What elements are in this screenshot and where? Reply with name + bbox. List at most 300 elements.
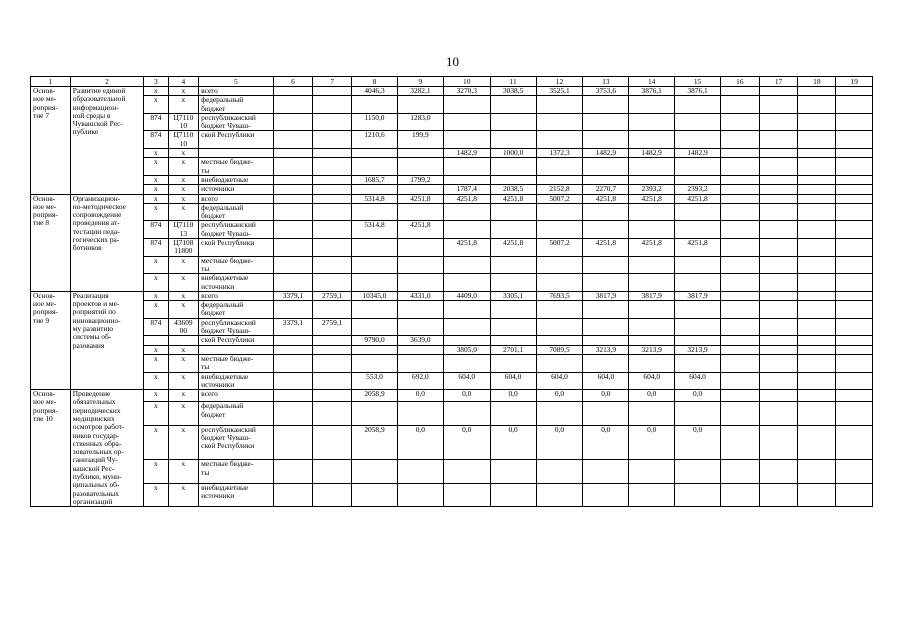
table-cell	[313, 194, 352, 203]
table-row	[31, 301, 873, 319]
table-cell	[273, 301, 313, 319]
table-cell: x	[144, 194, 168, 203]
table-cell: x	[168, 402, 199, 425]
table-cell	[759, 274, 798, 292]
table-cell: всего	[199, 291, 273, 300]
table-cell	[583, 402, 629, 425]
header-cell: 18	[798, 77, 836, 87]
table-cell	[397, 149, 443, 158]
table-cell	[313, 402, 352, 425]
table-cell	[798, 256, 836, 274]
table-cell	[759, 291, 798, 300]
table-cell: x	[168, 291, 199, 300]
header-cell: 14	[629, 77, 675, 87]
table-cell: ской Республики	[199, 239, 273, 257]
table-cell	[675, 113, 721, 131]
table-cell	[759, 345, 798, 354]
table-cell: x	[168, 274, 199, 292]
table-cell	[836, 239, 873, 257]
table-cell	[721, 336, 760, 345]
table-cell	[352, 354, 398, 372]
table-cell	[629, 483, 675, 506]
table-cell	[583, 203, 629, 221]
table-cell	[629, 158, 675, 176]
table-cell	[798, 239, 836, 257]
table-cell: 3213,9	[629, 345, 675, 354]
table-cell	[721, 291, 760, 300]
table-cell	[798, 185, 836, 194]
table-cell	[721, 185, 760, 194]
table-cell	[836, 460, 873, 483]
table-cell	[583, 131, 629, 149]
table-cell: 0,0	[490, 425, 536, 459]
table-cell	[798, 113, 836, 131]
table-cell	[836, 113, 873, 131]
table-cell	[397, 345, 443, 354]
header-cell: 4	[168, 77, 199, 87]
table-cell: всего	[199, 390, 273, 402]
table-cell	[273, 175, 313, 184]
table-cell: x	[168, 185, 199, 194]
table-cell: 1787,4	[443, 185, 490, 194]
table-cell	[273, 87, 313, 96]
table-cell	[490, 96, 536, 114]
table-cell	[352, 318, 398, 336]
table-row	[31, 113, 873, 131]
table-cell	[536, 256, 583, 274]
table-cell: x	[144, 274, 168, 292]
table-cell	[397, 354, 443, 372]
table-cell: 4251,8	[397, 194, 443, 203]
table-cell	[836, 149, 873, 158]
table-cell	[490, 354, 536, 372]
table-cell: x	[168, 87, 199, 96]
table-cell	[490, 131, 536, 149]
table-cell	[629, 175, 675, 184]
table-cell: x	[144, 96, 168, 114]
table-cell	[352, 239, 398, 257]
table-cell: Ц7108 11800	[168, 239, 199, 257]
table-cell	[490, 175, 536, 184]
table-cell: 4251,8	[443, 194, 490, 203]
table-cell: x	[144, 390, 168, 402]
header-cell: 3	[144, 77, 168, 87]
table-cell: 0,0	[397, 390, 443, 402]
table-cell: 0,0	[536, 390, 583, 402]
table-cell: 0,0	[629, 425, 675, 459]
table-cell	[721, 318, 760, 336]
table-cell	[443, 460, 490, 483]
table-cell: 3270,3	[443, 87, 490, 96]
table-cell	[536, 318, 583, 336]
table-cell	[721, 194, 760, 203]
table-cell	[721, 149, 760, 158]
table-cell: x	[168, 425, 199, 459]
table-cell	[397, 483, 443, 506]
event-name-cell: Основ- ное ме- роприя- тие 8	[31, 194, 71, 291]
table-cell	[675, 483, 721, 506]
table-cell: x	[168, 483, 199, 506]
table-cell	[313, 354, 352, 372]
table-cell	[759, 203, 798, 221]
table-cell	[798, 221, 836, 239]
table-cell	[759, 372, 798, 390]
table-cell: x	[168, 354, 199, 372]
table-cell: внебюджетные источники	[199, 274, 273, 292]
table-row	[31, 345, 873, 354]
table-cell	[798, 390, 836, 402]
table-cell	[397, 256, 443, 274]
table-cell	[721, 131, 760, 149]
table-cell	[836, 256, 873, 274]
table-cell	[798, 131, 836, 149]
table-row	[31, 318, 873, 336]
table-row	[31, 460, 873, 483]
table-cell: 3876,1	[629, 87, 675, 96]
table-cell	[273, 402, 313, 425]
table-cell	[759, 483, 798, 506]
table-cell: федеральный бюджет	[199, 402, 273, 425]
table-cell: 604,0	[490, 372, 536, 390]
table-cell: 1685,7	[352, 175, 398, 184]
table-cell	[836, 274, 873, 292]
table-cell: местные бюдже- ты	[199, 256, 273, 274]
table-cell	[629, 301, 675, 319]
table-cell	[759, 113, 798, 131]
table-cell	[583, 460, 629, 483]
table-cell: x	[168, 345, 199, 354]
table-row	[31, 402, 873, 425]
table-cell	[721, 372, 760, 390]
table-cell: местные бюдже- ты	[199, 158, 273, 176]
table-cell	[313, 239, 352, 257]
table-cell	[836, 131, 873, 149]
table-cell	[721, 96, 760, 114]
table-cell	[490, 113, 536, 131]
table-cell	[490, 256, 536, 274]
table-cell	[352, 301, 398, 319]
table-cell	[759, 460, 798, 483]
table-cell: x	[144, 460, 168, 483]
table-cell	[798, 194, 836, 203]
table-cell	[273, 239, 313, 257]
table-cell	[675, 131, 721, 149]
table-cell: 1482,9	[443, 149, 490, 158]
table-cell	[490, 336, 536, 345]
table-cell	[759, 239, 798, 257]
table-cell	[583, 221, 629, 239]
table-cell	[836, 96, 873, 114]
table-cell: 4251,8	[490, 194, 536, 203]
table-cell	[397, 301, 443, 319]
table-cell	[313, 87, 352, 96]
table-cell	[721, 345, 760, 354]
table-cell	[629, 336, 675, 345]
table-cell	[721, 203, 760, 221]
table-cell	[273, 203, 313, 221]
header-cell: 16	[721, 77, 760, 87]
table-cell	[536, 402, 583, 425]
table-cell: x	[144, 301, 168, 319]
table-row	[31, 96, 873, 114]
table-cell	[313, 274, 352, 292]
table-cell: 3805,0	[443, 345, 490, 354]
table-cell: 0,0	[397, 425, 443, 459]
table-cell: 1799,2	[397, 175, 443, 184]
table-cell	[629, 274, 675, 292]
table-cell	[759, 96, 798, 114]
table-cell	[352, 96, 398, 114]
table-cell	[313, 372, 352, 390]
table-row	[31, 131, 873, 149]
header-cell: 17	[759, 77, 798, 87]
table-cell	[443, 402, 490, 425]
table-cell	[313, 175, 352, 184]
budget-table	[30, 76, 873, 507]
table-cell: 4251,8	[675, 194, 721, 203]
table-cell	[583, 256, 629, 274]
table-cell	[836, 301, 873, 319]
table-cell	[443, 113, 490, 131]
table-cell	[798, 291, 836, 300]
table-cell	[836, 372, 873, 390]
table-cell	[313, 221, 352, 239]
table-cell	[721, 274, 760, 292]
table-cell	[836, 87, 873, 96]
table-cell: x	[168, 390, 199, 402]
table-cell	[397, 96, 443, 114]
table-cell: x	[144, 158, 168, 176]
table-cell: 874	[144, 318, 168, 336]
table-cell	[836, 194, 873, 203]
table-cell	[273, 390, 313, 402]
event-name-cell: Основ- ное ме- роприя- тие 10	[31, 390, 71, 507]
table-cell	[273, 425, 313, 459]
table-cell	[443, 301, 490, 319]
table-cell	[273, 354, 313, 372]
table-cell: 692,0	[397, 372, 443, 390]
table-cell: 2058,9	[352, 425, 398, 459]
table-cell	[721, 256, 760, 274]
event-description-cell: Развитие единой образовательной информацион- ной среды в Чувашской Рес- публике	[70, 87, 143, 195]
table-cell	[721, 354, 760, 372]
table-cell: 0,0	[443, 390, 490, 402]
table-cell: x	[144, 354, 168, 372]
table-cell	[536, 113, 583, 131]
table-cell: республиканский бюджет Чуваш-	[199, 113, 273, 131]
table-cell	[675, 175, 721, 184]
table-cell	[273, 483, 313, 506]
table-cell: Ц7110 13	[168, 221, 199, 239]
table-cell	[443, 158, 490, 176]
table-cell: x	[144, 425, 168, 459]
table-cell	[273, 221, 313, 239]
table-row	[31, 87, 873, 96]
table-cell	[759, 318, 798, 336]
table-cell	[273, 113, 313, 131]
event-description-cell: Организацион- но-методическое сопровождение проведения ат- тестации педа- гогических ра- ботников	[70, 194, 143, 291]
table-cell	[798, 158, 836, 176]
table-cell	[675, 336, 721, 345]
table-cell	[798, 175, 836, 184]
table-cell	[675, 274, 721, 292]
table-cell	[629, 460, 675, 483]
table-cell: 3213,9	[583, 345, 629, 354]
table-body	[31, 77, 873, 507]
table-cell	[273, 336, 313, 345]
table-cell	[759, 194, 798, 203]
table-row	[31, 354, 873, 372]
table-cell: 874	[144, 131, 168, 149]
table-cell	[443, 256, 490, 274]
table-cell	[490, 460, 536, 483]
table-cell	[490, 318, 536, 336]
table-cell	[721, 483, 760, 506]
table-cell	[759, 390, 798, 402]
table-cell: x	[144, 149, 168, 158]
table-cell	[721, 221, 760, 239]
table-cell: 604,0	[629, 372, 675, 390]
table-cell	[836, 185, 873, 194]
table-cell	[313, 483, 352, 506]
table-cell: федеральный бюджет	[199, 96, 273, 114]
header-cell: 11	[490, 77, 536, 87]
table-cell: x	[144, 291, 168, 300]
table-cell	[675, 96, 721, 114]
table-cell: Ц7110 10	[168, 113, 199, 131]
table-cell	[759, 354, 798, 372]
table-cell: 4251,8	[490, 239, 536, 257]
header-cell: 12	[536, 77, 583, 87]
table-cell: 604,0	[675, 372, 721, 390]
table-cell: x	[168, 158, 199, 176]
table-cell	[313, 425, 352, 459]
table-cell	[536, 354, 583, 372]
table-cell	[352, 185, 398, 194]
table-cell: 1210,6	[352, 131, 398, 149]
table-cell	[675, 460, 721, 483]
table-cell: 0,0	[629, 390, 675, 402]
table-cell: 3639,0	[397, 336, 443, 345]
table-cell: 604,0	[443, 372, 490, 390]
table-cell	[798, 345, 836, 354]
table-row	[31, 336, 873, 345]
table-cell: x	[168, 96, 199, 114]
table-cell: 1283,0	[397, 113, 443, 131]
table-cell	[313, 158, 352, 176]
table-cell	[836, 483, 873, 506]
table-cell	[721, 113, 760, 131]
table-cell	[836, 203, 873, 221]
table-cell: 3876,1	[675, 87, 721, 96]
table-cell: 10345,0	[352, 291, 398, 300]
table-cell	[352, 203, 398, 221]
table-cell: x	[168, 203, 199, 221]
table-cell: 5007,2	[536, 194, 583, 203]
table-cell	[759, 221, 798, 239]
table-cell: x	[144, 256, 168, 274]
table-cell: 4251,8	[583, 239, 629, 257]
table-cell: 874	[144, 113, 168, 131]
table-cell	[836, 291, 873, 300]
table-cell	[397, 460, 443, 483]
header-cell: 15	[675, 77, 721, 87]
table-cell: 4251,8	[443, 239, 490, 257]
table-cell: x	[144, 203, 168, 221]
table-cell	[443, 96, 490, 114]
table-cell	[629, 221, 675, 239]
table-cell	[397, 402, 443, 425]
table-cell	[629, 113, 675, 131]
table-cell: x	[168, 175, 199, 184]
table-cell	[629, 131, 675, 149]
table-cell	[759, 402, 798, 425]
table-cell	[313, 301, 352, 319]
table-cell: 0,0	[583, 425, 629, 459]
table-cell	[836, 425, 873, 459]
table-row	[31, 175, 873, 184]
table-cell	[675, 203, 721, 221]
table-cell: 1482,9	[629, 149, 675, 158]
table-cell	[798, 87, 836, 96]
table-cell: 4251,8	[397, 221, 443, 239]
table-cell	[273, 274, 313, 292]
table-cell	[536, 203, 583, 221]
table-cell: 1000,0	[490, 149, 536, 158]
table-cell	[273, 96, 313, 114]
table-cell	[629, 318, 675, 336]
table-cell	[583, 354, 629, 372]
table-cell: 604,0	[583, 372, 629, 390]
header-cell: 1	[31, 77, 71, 87]
table-cell: всего	[199, 194, 273, 203]
table-cell: 43609 00	[168, 318, 199, 336]
header-cell: 7	[313, 77, 352, 87]
table-cell	[675, 158, 721, 176]
table-cell	[536, 336, 583, 345]
table-cell: 2270,7	[583, 185, 629, 194]
table-cell	[352, 274, 398, 292]
event-description-cell: Реализация проектов и ме- роприятий по инновационно- му развитию системы об- разования	[70, 291, 143, 389]
table-cell	[721, 402, 760, 425]
table-cell: 1482,9	[675, 149, 721, 158]
table-row	[31, 203, 873, 221]
table-cell	[583, 318, 629, 336]
table-cell: 4251,8	[629, 239, 675, 257]
event-name-cell: Основ- ное ме- роприя- тие 9	[31, 291, 71, 389]
table-cell: 874	[144, 221, 168, 239]
table-cell: x	[168, 301, 199, 319]
table-cell	[798, 425, 836, 459]
table-cell: 5314,8	[352, 194, 398, 203]
table-cell	[836, 336, 873, 345]
table-cell	[536, 131, 583, 149]
table-cell	[836, 158, 873, 176]
table-row	[31, 372, 873, 390]
table-cell: 3817,9	[583, 291, 629, 300]
table-cell: 0,0	[583, 390, 629, 402]
header-cell: 6	[273, 77, 313, 87]
table-cell: 3379,1	[273, 291, 313, 300]
table-cell	[759, 175, 798, 184]
table-cell: x	[168, 194, 199, 203]
table-cell: 4046,3	[352, 87, 398, 96]
table-cell: 0,0	[443, 425, 490, 459]
table-cell	[536, 460, 583, 483]
table-cell	[397, 203, 443, 221]
table-cell	[352, 256, 398, 274]
table-cell: 5314,8	[352, 221, 398, 239]
